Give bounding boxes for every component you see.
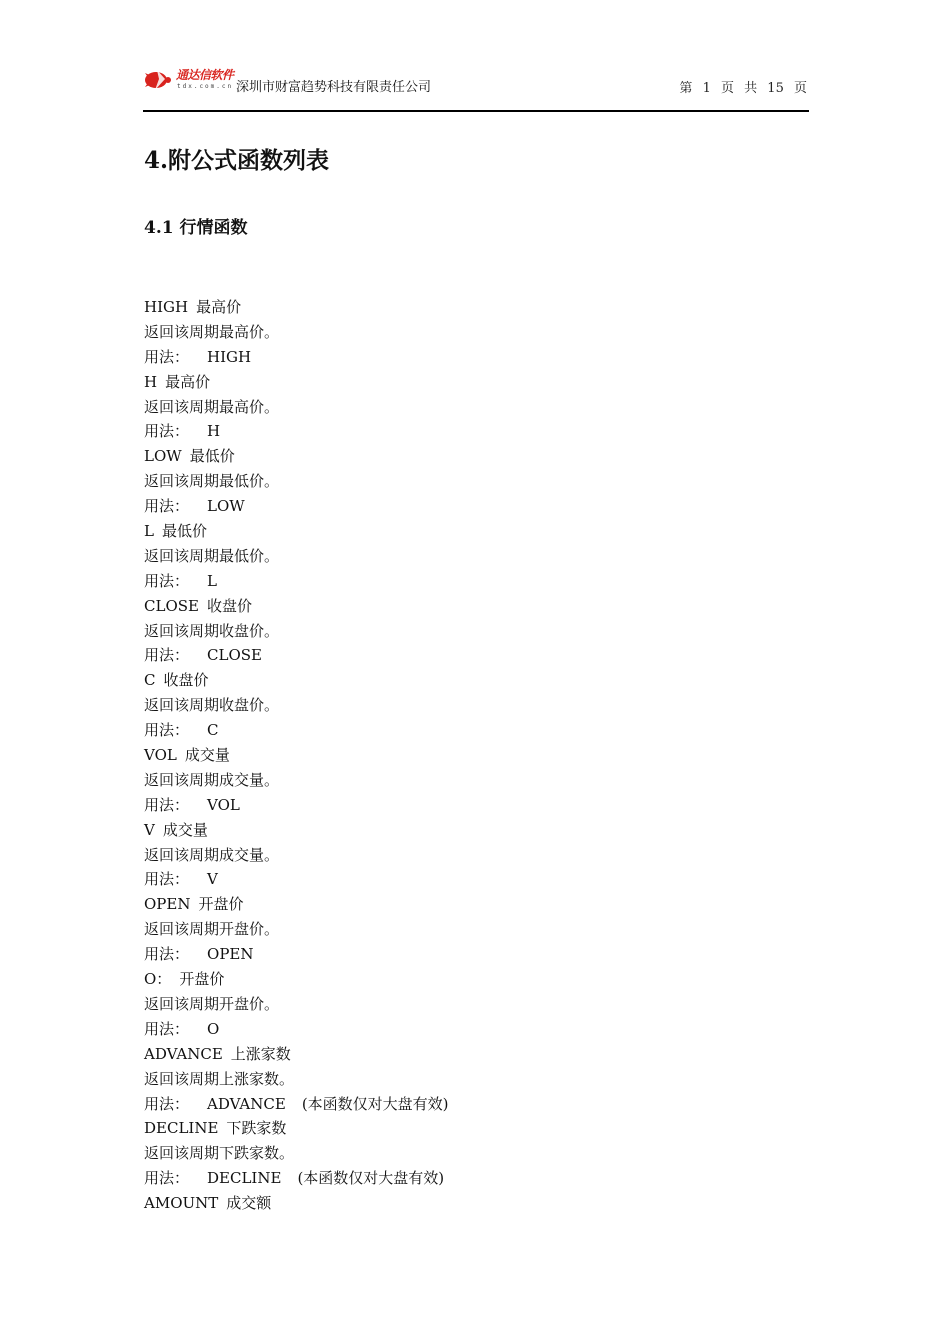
usage-label: 用法： (144, 870, 190, 889)
function-return-line: 返回该周期开盘价。 (144, 920, 280, 939)
usage-code: OPEN (207, 945, 254, 964)
function-return-line: 返回该周期成交量。 (144, 845, 280, 864)
function-description: 开盘价 (179, 970, 225, 989)
document-title: 4.附公式函数列表 (144, 147, 330, 174)
usage-label: 用法： (144, 347, 190, 366)
function-description: 成交量 (162, 820, 208, 839)
function-list (144, 295, 804, 1216)
function-name-line (144, 444, 804, 469)
function-name: CLOSE (144, 596, 199, 615)
usage-label: 用法： (144, 571, 190, 590)
usage-code: CLOSE (207, 646, 262, 665)
function-usage-line (144, 494, 804, 519)
function-usage-line (144, 1166, 804, 1191)
function-description: 最低价 (161, 522, 207, 541)
logo-brand-text: 通达信软件 (176, 68, 234, 82)
function-name: O： (144, 970, 172, 989)
usage-label: 用法： (144, 1169, 190, 1188)
function-description: 成交额 (226, 1194, 272, 1213)
page-counter-unit-2: 页 (793, 81, 807, 96)
function-name: ADVANCE (144, 1044, 223, 1063)
function-usage-line (144, 643, 804, 668)
function-name-line (144, 594, 804, 619)
tdx-logo-icon (143, 67, 175, 93)
function-name-line (144, 967, 804, 992)
function-return-line: 返回该周期收盘价。 (144, 621, 280, 640)
usage-label: 用法： (144, 721, 190, 740)
usage-label: 用法： (144, 945, 190, 964)
usage-note: (本函数仅对大盘有效) (301, 1094, 449, 1113)
function-usage-line (144, 345, 804, 370)
function-name-line (144, 743, 804, 768)
usage-code: O (207, 1019, 220, 1038)
function-name: AMOUNT (144, 1194, 219, 1213)
function-return-line: 返回该周期上涨家数。 (144, 1069, 295, 1088)
section-heading: 4.1 行情函数 (144, 218, 248, 238)
usage-code: C (207, 721, 219, 740)
usage-code: L (207, 571, 217, 590)
function-description: 下跌家数 (226, 1119, 287, 1138)
function-description: 开盘价 (198, 895, 244, 914)
function-name-line (144, 1191, 804, 1216)
function-name: HIGH (144, 298, 189, 316)
function-return-line: 返回该周期收盘价。 (144, 696, 280, 715)
usage-label: 用法： (144, 795, 190, 814)
function-usage-line (144, 793, 804, 818)
function-description: 最高价 (165, 372, 211, 391)
page-current: 1 (702, 81, 711, 96)
function-name: DECLINE (144, 1119, 219, 1138)
function-name-line (144, 519, 804, 544)
logo-domain-text: tdx.com.cn (177, 83, 234, 90)
function-description: 最低价 (189, 447, 235, 466)
function-name-line (144, 370, 804, 395)
page-header (143, 66, 809, 112)
function-usage-line (144, 1092, 804, 1117)
usage-code: ADVANCE (207, 1094, 286, 1113)
function-name: V (144, 820, 155, 839)
company-name: 深圳市财富趋势科技有限责任公司 (236, 80, 432, 95)
tdx-logo (143, 66, 235, 96)
function-return-line: 返回该周期成交量。 (144, 770, 280, 789)
function-description: 最高价 (196, 298, 242, 316)
page-counter-unit: 页 (720, 81, 734, 96)
function-name-line (144, 1116, 804, 1141)
function-name: C (144, 671, 156, 690)
page-total: 15 (767, 81, 784, 96)
function-return-line: 返回该周期最低价。 (144, 546, 280, 565)
function-description: 成交量 (184, 746, 230, 765)
function-usage-line (144, 867, 804, 892)
function-name: H (144, 372, 158, 391)
function-usage-line (144, 1017, 804, 1042)
page-counter-total-prefix: 共 (744, 81, 758, 96)
function-usage-line (144, 419, 804, 444)
usage-label: 用法： (144, 1094, 190, 1113)
function-return-line: 返回该周期开盘价。 (144, 994, 280, 1013)
function-name: LOW (144, 447, 182, 466)
usage-code: LOW (207, 497, 245, 516)
function-name-line (144, 818, 804, 843)
function-name: OPEN (144, 895, 191, 914)
usage-note: (本函数仅对大盘有效) (297, 1169, 445, 1188)
usage-code: DECLINE (207, 1169, 282, 1188)
function-name-line (144, 668, 804, 693)
function-name: L (144, 522, 154, 541)
usage-code: VOL (207, 795, 240, 814)
function-usage-line (144, 942, 804, 967)
page-counter-prefix: 第 (679, 81, 693, 96)
usage-label: 用法： (144, 422, 190, 441)
function-description: 上涨家数 (230, 1044, 291, 1063)
function-return-line: 返回该周期最高价。 (144, 322, 280, 341)
function-name: VOL (144, 746, 177, 765)
usage-code: V (207, 870, 218, 889)
usage-label: 用法： (144, 646, 190, 665)
function-description: 收盘价 (206, 596, 252, 615)
usage-code: H (207, 422, 221, 441)
function-description: 收盘价 (163, 671, 209, 690)
function-return-line: 返回该周期最低价。 (144, 472, 280, 491)
function-name-line (144, 1042, 804, 1067)
function-return-line: 返回该周期下跌家数。 (144, 1144, 295, 1163)
function-name-line (144, 892, 804, 917)
function-usage-line (144, 718, 804, 743)
usage-label: 用法： (144, 1019, 190, 1038)
page-counter (679, 80, 807, 98)
function-name-line (144, 295, 804, 320)
function-return-line: 返回该周期最高价。 (144, 397, 280, 416)
usage-code: HIGH (207, 347, 252, 366)
usage-label: 用法： (144, 497, 190, 516)
function-usage-line (144, 569, 804, 594)
